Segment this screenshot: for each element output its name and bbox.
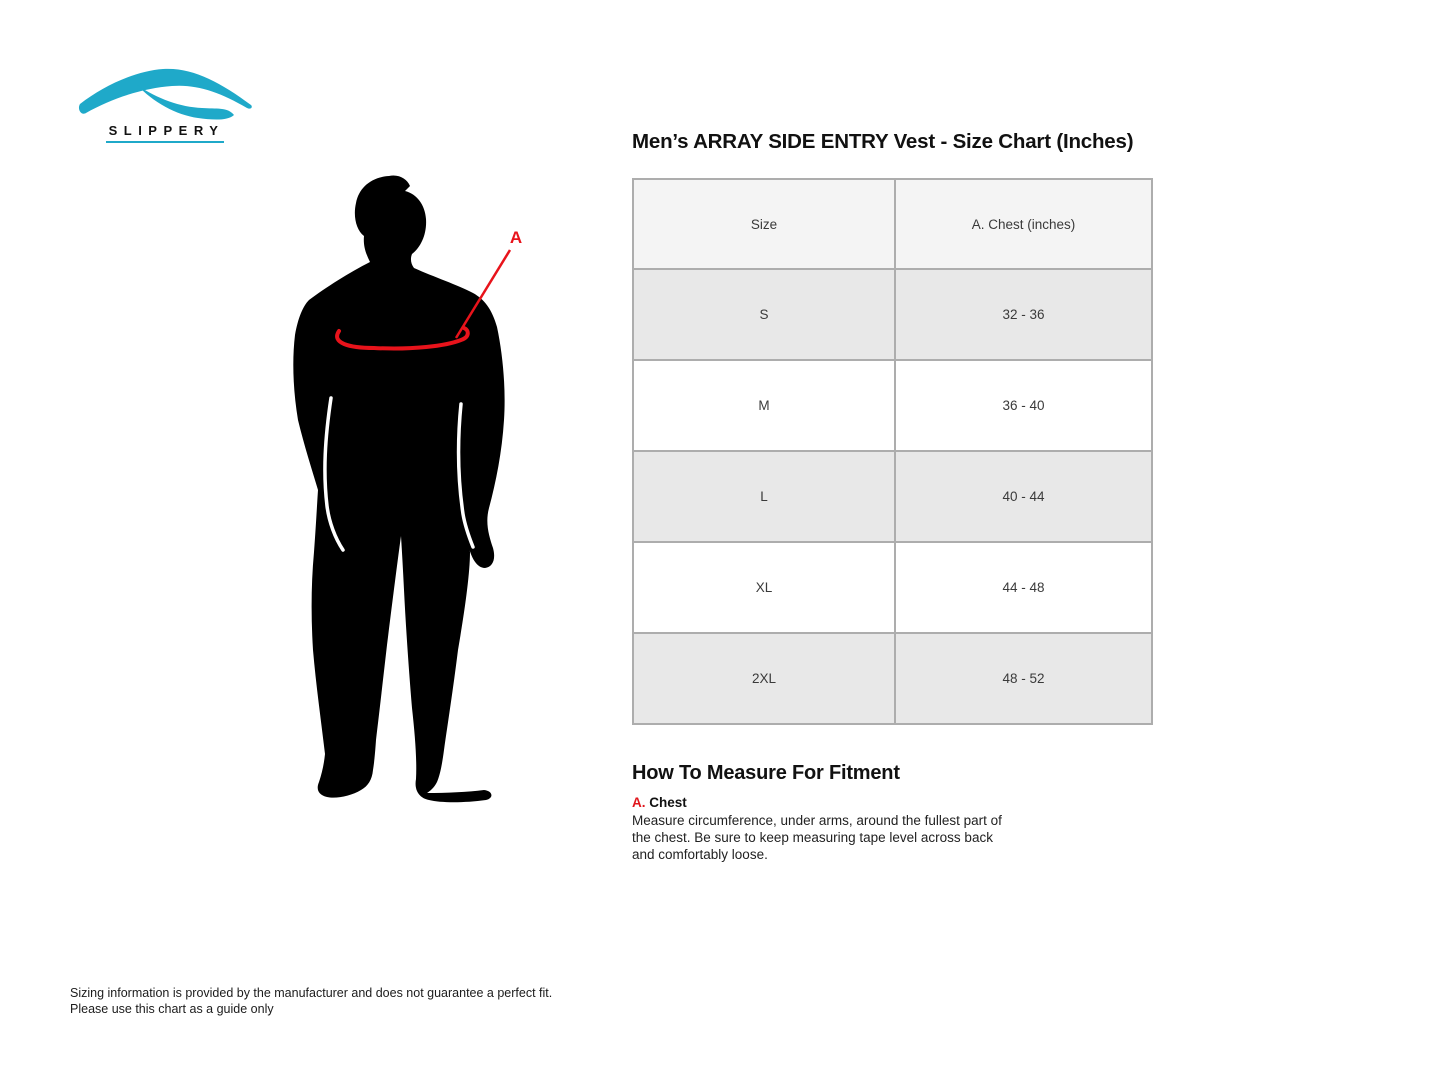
brand-name: SLIPPERY (106, 123, 225, 143)
table-row (633, 542, 1152, 633)
column-header-size: Size (633, 179, 895, 269)
table-row (633, 269, 1152, 360)
measurement-label (632, 795, 1012, 810)
measurement-description: Measure circumference, under arms, around the fullest part of the chest. Be sure to keep measuring tape level across back and comfortably loose. (632, 813, 1002, 862)
slippery-logo (70, 60, 260, 143)
how-to-measure-section (632, 762, 1012, 863)
size-cell: L (633, 451, 895, 542)
chest-cell: 40 - 44 (895, 451, 1152, 542)
size-cell: XL (633, 542, 895, 633)
size-cell: M (633, 360, 895, 451)
chest-cell: 32 - 36 (895, 269, 1152, 360)
chest-cell: 48 - 52 (895, 633, 1152, 724)
table-row (633, 633, 1152, 724)
body-measurement-figure (270, 160, 560, 820)
annotation-a-label: A (509, 228, 523, 247)
table-row (633, 360, 1152, 451)
measurement-key: A. (632, 795, 646, 810)
wave-logo-icon (70, 60, 260, 122)
measurement-name: Chest (649, 795, 687, 810)
size-cell: 2XL (633, 633, 895, 724)
table-header-row (633, 179, 1152, 269)
disclaimer-line-1: Sizing information is provided by the manufacturer and does not guarantee a perfect fit. (70, 986, 553, 1000)
disclaimer (70, 986, 552, 1017)
size-chart-table (632, 178, 1153, 725)
column-header-chest: A. Chest (inches) (895, 179, 1152, 269)
page-title: Men’s ARRAY SIDE ENTRY Vest - Size Chart (Inches) (632, 130, 1134, 153)
chest-cell: 44 - 48 (895, 542, 1152, 633)
how-to-measure-heading: How To Measure For Fitment (632, 762, 900, 784)
table-row (633, 451, 1152, 542)
wave-upper (79, 69, 252, 114)
disclaimer-line-2: Please use this chart as a guide only (70, 1001, 274, 1016)
chest-cell: 36 - 40 (895, 360, 1152, 451)
size-cell: S (633, 269, 895, 360)
